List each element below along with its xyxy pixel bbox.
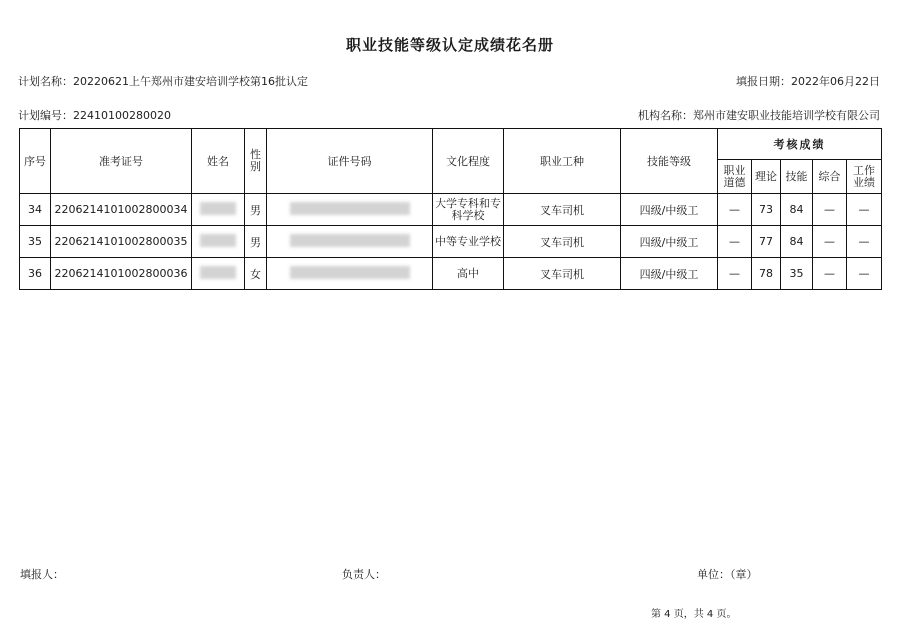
- cell-ticket: 220621410100280003​4: [51, 194, 192, 226]
- col-header-skill: [781, 160, 813, 194]
- cell-ethics: —: [718, 226, 752, 258]
- cell-work-performance: —: [847, 194, 882, 226]
- cell-id-redacted: [267, 194, 433, 226]
- cell-occupation: 叉车司机: [504, 194, 621, 226]
- score-roster-table: [19, 128, 882, 290]
- table-header-row: [20, 129, 882, 160]
- col-header-work-performance-label: 工作业绩: [853, 163, 876, 189]
- cell-education: 大学专科和专科学校: [433, 194, 504, 226]
- col-header-work-performance: [847, 160, 882, 194]
- table-row: [20, 194, 882, 226]
- owner-signature-label: 负责人：: [342, 568, 386, 581]
- cell-seq: 36: [20, 258, 51, 290]
- cell-id-redacted: [267, 226, 433, 258]
- plan-name: 计划名称：20220621上午郑州市建安培训学校第16批认定: [18, 75, 308, 88]
- table-row: [20, 258, 882, 290]
- col-header-level-label: 技能等级: [647, 155, 691, 168]
- cell-level: 四级/中级工: [621, 258, 718, 290]
- cell-theory: 77: [752, 226, 781, 258]
- redacted-id: [290, 234, 410, 247]
- cell-gender: 女: [245, 258, 267, 290]
- col-header-occupation-label: 职业工种: [540, 155, 584, 168]
- document-title: 职业技能等级认定成绩花名册: [345, 36, 554, 54]
- redacted-id: [290, 266, 410, 279]
- cell-level: 四级/中级工: [621, 194, 718, 226]
- col-header-comprehensive: [813, 160, 847, 194]
- plan-number: 计划编号：22410100280020: [18, 109, 171, 122]
- col-header-ethics: [718, 160, 752, 194]
- cell-comprehensive: —: [813, 258, 847, 290]
- cell-occupation: 叉车司机: [504, 258, 621, 290]
- cell-education: 中等专业学校: [433, 226, 504, 258]
- table-row: [20, 226, 882, 258]
- cell-work-performance: —: [847, 226, 882, 258]
- col-header-skill-label: 技能: [785, 169, 808, 183]
- col-header-comprehensive-label: 综合: [818, 169, 841, 183]
- cell-comprehensive: —: [813, 194, 847, 226]
- col-header-name-label: 姓名: [207, 155, 229, 168]
- col-header-gender-label: 性别: [250, 148, 261, 173]
- col-header-ethics-label: 职业道德: [723, 163, 746, 189]
- cell-education: 高中: [433, 258, 504, 290]
- col-header-name: [192, 129, 245, 194]
- redacted-name: [200, 266, 236, 279]
- col-header-theory: [752, 160, 781, 194]
- cell-gender: 男: [245, 226, 267, 258]
- cell-occupation: 叉车司机: [504, 226, 621, 258]
- cell-comprehensive: —: [813, 226, 847, 258]
- cell-work-performance: —: [847, 258, 882, 290]
- col-header-theory-label: 理论: [755, 169, 777, 183]
- filler-signature-label: 填报人：: [20, 568, 64, 581]
- col-header-seq-label: 序号: [24, 155, 46, 168]
- cell-seq: 34: [20, 194, 51, 226]
- col-header-occupation: [504, 129, 621, 194]
- cell-gender: 男: [245, 194, 267, 226]
- redacted-id: [290, 202, 410, 215]
- col-header-scores-label: 考核成绩: [773, 138, 826, 151]
- col-header-seq: [20, 129, 51, 194]
- col-header-level: [621, 129, 718, 194]
- report-date: 填报日期：2022年06月22日: [736, 75, 880, 88]
- cell-skill: 84: [781, 226, 813, 258]
- cell-name-redacted: [192, 226, 245, 258]
- cell-ticket: 2206214101002800036: [51, 258, 192, 290]
- col-header-ticket: [51, 129, 192, 194]
- col-header-scores: [718, 129, 882, 160]
- cell-skill: 35: [781, 258, 813, 290]
- unit-stamp-label: 单位：（章）: [697, 568, 758, 581]
- cell-name-redacted: [192, 194, 245, 226]
- redacted-name: [200, 202, 236, 215]
- col-header-education-label: 文化程度: [446, 155, 490, 168]
- cell-theory: 78: [752, 258, 781, 290]
- col-header-id: [267, 129, 433, 194]
- organization-name: 机构名称：郑州市建安职业技能培训学校有限公司: [638, 109, 880, 122]
- col-header-gender: [245, 129, 267, 194]
- col-header-education: [433, 129, 504, 194]
- cell-ethics: —: [718, 194, 752, 226]
- cell-skill: 84: [781, 194, 813, 226]
- cell-ethics: —: [718, 258, 752, 290]
- cell-theory: 73: [752, 194, 781, 226]
- cell-level: 四级/中级工: [621, 226, 718, 258]
- cell-ticket: 2206214101002800035: [51, 226, 192, 258]
- cell-id-redacted: [267, 258, 433, 290]
- col-header-id-label: 证件号码: [327, 155, 372, 168]
- cell-seq: 35: [20, 226, 51, 258]
- cell-name-redacted: [192, 258, 245, 290]
- col-header-ticket-label: 准考证号: [99, 155, 143, 168]
- page-number: 第 4 页，共 4 页。: [651, 609, 737, 620]
- redacted-name: [200, 234, 236, 247]
